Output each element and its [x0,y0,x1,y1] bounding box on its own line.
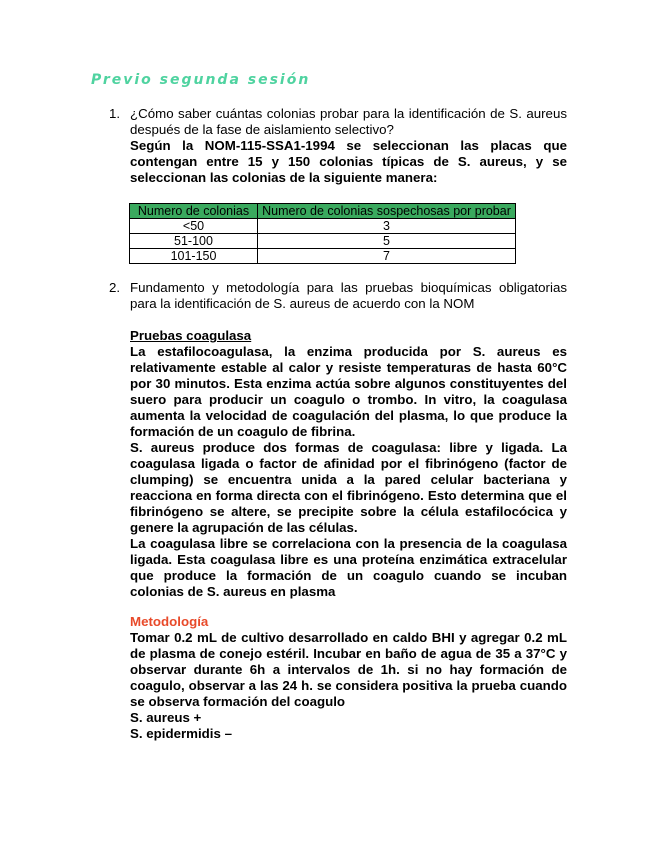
table-cell: <50 [130,219,258,234]
result-line: S. aureus + [130,710,202,725]
result-line: S. epidermidis – [130,726,232,741]
table-cell: 5 [258,234,516,249]
coagulase-section [130,328,567,600]
question-text: Fundamento y metodología para las pruebas bioquímicas obligatorias para la identificación de S. aureus de acuerdo con la NOM [130,280,567,311]
method-title: Metodología [130,614,209,629]
table-header: Numero de colonias [130,204,258,219]
paragraph: La coagulasa libre se correlaciona con la presencia de la coagulasa ligada. Esta coagulasa libre es una proteína enzimática extracelular que produce la formación de un coagulo cuando se incuban colonias de S. aureus en plasma [130,536,567,599]
table-header-row [130,204,516,219]
page-title: Previo segunda sesión [91,72,311,88]
table-row [130,219,516,234]
question-text: ¿Cómo saber cuántas colonias probar para la identificación de S. aureus después de la fase de aislamiento selectivo? [130,106,567,137]
table-cell: 3 [258,219,516,234]
section-title: Pruebas coagulasa [130,328,252,343]
table-row [130,249,516,264]
table-cell: 101-150 [130,249,258,264]
question-number: 2. [109,280,121,295]
colonies-table [129,203,516,264]
paragraph: S. aureus produce dos formas de coagulasa: libre y ligada. La coagulasa ligada o factor de afinidad por el fibrinógeno (factor de clumping) se encuentra unida a la pared celular bacteriana y reacciona en forma directa con el fibrinógeno. Esto determina que el fibrinógeno se altere, se precipite sobre la célula estafilocócica y genere la agrupación de las células. [130,440,567,535]
table-row [130,234,516,249]
table-cell: 51-100 [130,234,258,249]
table-header: Numero de colonias sospechosas por probar [258,204,516,219]
method-section [130,614,567,742]
answer-text: Según la NOM-115-SSA1-1994 se seleccionan las placas que contengan entre 15 y 150 colonias típicas de S. aureus, y se seleccionan las colonias de la siguiente manera: [130,138,567,185]
question-number: 1. [109,106,121,121]
paragraph: Tomar 0.2 mL de cultivo desarrollado en caldo BHI y agregar 0.2 mL de plasma de conejo estéril. Incubar en baño de agua de 35 a 37°C y observar durante 6h a intervalos de 1h. si no hay formación de coagulo, observar a las 24 h. se considera positiva la prueba cuando se observa formación del coagulo [130,630,567,709]
table-cell: 7 [258,249,516,264]
paragraph: La estafilocoagulasa, la enzima producida por S. aureus es relativamente estable al calor y resiste temperaturas de hasta 60°C por 30 minutos. Esta enzima actúa sobre algunos constituyentes del suero para producir un coagulo o trombo. In vitro, la coagulasa aumenta la velocidad de coagulación del plasma, lo que produce la formación de un coagulo de fibrina. [130,344,567,439]
